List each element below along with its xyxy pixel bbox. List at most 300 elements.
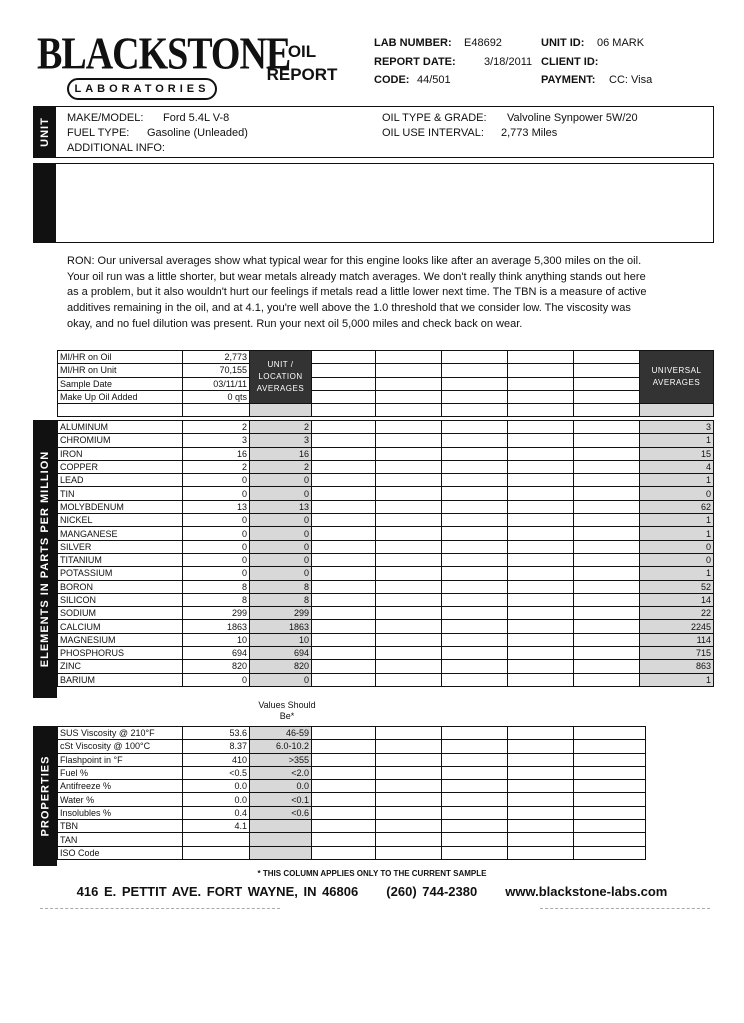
history-cell bbox=[574, 673, 640, 686]
history-cell bbox=[442, 793, 508, 806]
property-row bbox=[58, 727, 646, 740]
element-universal-average: 863 bbox=[640, 660, 714, 673]
history-cell bbox=[376, 607, 442, 620]
element-universal-average: 3 bbox=[640, 421, 714, 434]
history-cell bbox=[574, 740, 646, 753]
history-cell bbox=[312, 766, 376, 779]
spacer-cell bbox=[250, 404, 312, 417]
element-value: 299 bbox=[183, 607, 250, 620]
unit-averages-header: UNIT / LOCATION AVERAGES bbox=[250, 351, 312, 404]
report-date-value: 3/18/2011 bbox=[484, 56, 533, 68]
elements-tab bbox=[33, 420, 57, 698]
history-cell bbox=[442, 460, 508, 473]
element-value: 0 bbox=[183, 553, 250, 566]
history-cell bbox=[312, 474, 376, 487]
element-row bbox=[58, 514, 714, 527]
history-cell bbox=[508, 793, 574, 806]
element-unit-average: 16 bbox=[250, 447, 312, 460]
history-cell bbox=[312, 673, 376, 686]
history-cell bbox=[376, 647, 442, 660]
element-name: TITANIUM bbox=[58, 553, 183, 566]
history-cell bbox=[508, 553, 574, 566]
history-cell bbox=[442, 377, 508, 390]
property-should-be: 46-59 bbox=[250, 727, 312, 740]
unit-tab bbox=[34, 107, 56, 157]
history-cell bbox=[376, 434, 442, 447]
history-cell bbox=[312, 607, 376, 620]
element-unit-average: 10 bbox=[250, 633, 312, 646]
element-unit-average: 0 bbox=[250, 673, 312, 686]
sample-info-label: Sample Date bbox=[58, 377, 183, 390]
history-cell bbox=[312, 447, 376, 460]
element-name: POTASSIUM bbox=[58, 567, 183, 580]
element-unit-average: 694 bbox=[250, 647, 312, 660]
history-cell bbox=[376, 727, 442, 740]
property-should-be: <0.1 bbox=[250, 793, 312, 806]
element-unit-average: 0 bbox=[250, 540, 312, 553]
history-cell bbox=[508, 673, 574, 686]
elements-table bbox=[57, 420, 714, 687]
properties-tab bbox=[33, 726, 57, 866]
element-unit-average: 0 bbox=[250, 567, 312, 580]
element-value: 694 bbox=[183, 647, 250, 660]
history-cell bbox=[312, 647, 376, 660]
history-cell bbox=[376, 460, 442, 473]
history-cell bbox=[508, 514, 574, 527]
sample-info-value: 0 qts bbox=[183, 390, 250, 403]
history-cell bbox=[312, 633, 376, 646]
element-name: LEAD bbox=[58, 474, 183, 487]
element-unit-average: 0 bbox=[250, 553, 312, 566]
history-cell bbox=[508, 460, 574, 473]
history-cell bbox=[574, 593, 640, 606]
lab-number-value: E48692 bbox=[464, 37, 502, 49]
element-value: 8 bbox=[183, 593, 250, 606]
history-cell bbox=[574, 364, 640, 377]
element-value: 0 bbox=[183, 514, 250, 527]
history-cell bbox=[376, 527, 442, 540]
element-universal-average: 4 bbox=[640, 460, 714, 473]
property-value bbox=[183, 846, 250, 859]
element-universal-average: 2245 bbox=[640, 620, 714, 633]
history-cell bbox=[312, 833, 376, 846]
element-row bbox=[58, 673, 714, 686]
history-cell bbox=[574, 727, 646, 740]
element-universal-average: 1 bbox=[640, 474, 714, 487]
history-cell bbox=[574, 351, 640, 364]
element-value: 1863 bbox=[183, 620, 250, 633]
fuel-type-value: Gasoline (Unleaded) bbox=[147, 127, 248, 139]
element-name: NICKEL bbox=[58, 514, 183, 527]
history-cell bbox=[574, 820, 646, 833]
property-name: Antifreeze % bbox=[58, 780, 183, 793]
history-cell bbox=[312, 620, 376, 633]
history-cell bbox=[574, 377, 640, 390]
property-row bbox=[58, 820, 646, 833]
property-value: <0.5 bbox=[183, 766, 250, 779]
history-cell bbox=[508, 740, 574, 753]
history-cell bbox=[574, 780, 646, 793]
history-cell bbox=[442, 474, 508, 487]
fuel-type-label: FUEL TYPE: bbox=[67, 127, 130, 139]
code-value: 44/501 bbox=[417, 74, 451, 86]
footnote: * THIS COLUMN APPLIES ONLY TO THE CURRENT SAMPLE bbox=[257, 869, 487, 878]
history-cell bbox=[376, 593, 442, 606]
unit-info-box bbox=[33, 106, 714, 158]
element-value: 2 bbox=[183, 460, 250, 473]
history-cell bbox=[442, 500, 508, 513]
history-cell bbox=[442, 421, 508, 434]
history-cell bbox=[508, 474, 574, 487]
blackstone-logo bbox=[37, 28, 291, 100]
element-name: MAGNESIUM bbox=[58, 633, 183, 646]
history-cell bbox=[312, 390, 376, 403]
history-cell bbox=[376, 487, 442, 500]
history-cell bbox=[508, 377, 574, 390]
history-cell bbox=[376, 806, 442, 819]
history-cell bbox=[376, 514, 442, 527]
element-unit-average: 8 bbox=[250, 580, 312, 593]
history-cell bbox=[442, 806, 508, 819]
history-cell bbox=[312, 660, 376, 673]
footer-rule-right bbox=[540, 908, 710, 909]
property-should-be: 0.0 bbox=[250, 780, 312, 793]
history-cell bbox=[508, 351, 574, 364]
element-name: MOLYBDENUM bbox=[58, 500, 183, 513]
sample-info-value: 2,773 bbox=[183, 351, 250, 364]
history-cell bbox=[442, 633, 508, 646]
history-cell bbox=[574, 647, 640, 660]
element-row bbox=[58, 620, 714, 633]
history-cell bbox=[574, 390, 640, 403]
spacer-cell bbox=[376, 404, 442, 417]
element-value: 0 bbox=[183, 527, 250, 540]
element-name: BORON bbox=[58, 580, 183, 593]
payment-label: PAYMENT: bbox=[541, 74, 596, 86]
oil-use-label: OIL USE INTERVAL: bbox=[382, 127, 484, 139]
sample-info-label: MI/HR on Oil bbox=[58, 351, 183, 364]
history-cell bbox=[508, 593, 574, 606]
history-cell bbox=[442, 514, 508, 527]
history-cell bbox=[442, 447, 508, 460]
lab-number-row bbox=[374, 37, 502, 49]
oil-type-value: Valvoline Synpower 5W/20 bbox=[507, 112, 638, 124]
history-cell bbox=[376, 377, 442, 390]
footer-address: 416 E. PETTIT AVE. FORT WAYNE, IN 46806 bbox=[76, 884, 359, 899]
title-line2: REPORT bbox=[266, 65, 338, 84]
history-cell bbox=[574, 633, 640, 646]
element-universal-average: 114 bbox=[640, 633, 714, 646]
element-unit-average: 0 bbox=[250, 474, 312, 487]
history-cell bbox=[312, 514, 376, 527]
element-value: 0 bbox=[183, 673, 250, 686]
history-cell bbox=[376, 580, 442, 593]
history-cell bbox=[508, 820, 574, 833]
spacer-cell bbox=[312, 404, 376, 417]
property-should-be: >355 bbox=[250, 753, 312, 766]
history-cell bbox=[508, 753, 574, 766]
history-cell bbox=[376, 474, 442, 487]
property-should-be bbox=[250, 833, 312, 846]
element-universal-average: 1 bbox=[640, 673, 714, 686]
element-universal-average: 0 bbox=[640, 487, 714, 500]
history-cell bbox=[574, 474, 640, 487]
history-cell bbox=[442, 740, 508, 753]
element-name: SILICON bbox=[58, 593, 183, 606]
history-cell bbox=[312, 593, 376, 606]
history-cell bbox=[312, 540, 376, 553]
history-cell bbox=[312, 460, 376, 473]
history-cell bbox=[376, 390, 442, 403]
make-model-label: MAKE/MODEL: bbox=[67, 112, 144, 124]
history-cell bbox=[508, 607, 574, 620]
history-cell bbox=[508, 567, 574, 580]
property-value: 53.6 bbox=[183, 727, 250, 740]
history-cell bbox=[312, 780, 376, 793]
history-cell bbox=[312, 434, 376, 447]
oil-type-label: OIL TYPE & GRADE: bbox=[382, 112, 487, 124]
history-cell bbox=[442, 540, 508, 553]
history-cell bbox=[376, 846, 442, 859]
element-universal-average: 52 bbox=[640, 580, 714, 593]
element-row bbox=[58, 567, 714, 580]
history-cell bbox=[574, 833, 646, 846]
history-cell bbox=[312, 487, 376, 500]
element-universal-average: 0 bbox=[640, 553, 714, 566]
history-cell bbox=[508, 660, 574, 673]
history-cell bbox=[442, 487, 508, 500]
history-cell bbox=[312, 364, 376, 377]
logo-wordmark: BLACKSTONE bbox=[37, 28, 291, 80]
history-cell bbox=[442, 593, 508, 606]
property-row bbox=[58, 766, 646, 779]
history-cell bbox=[312, 553, 376, 566]
element-name: SILVER bbox=[58, 540, 183, 553]
history-cell bbox=[442, 351, 508, 364]
properties-tab-label: PROPERTIES bbox=[39, 755, 51, 837]
footer-rule-left bbox=[40, 908, 280, 909]
sample-info-row bbox=[58, 377, 714, 390]
sample-info-value: 70,155 bbox=[183, 364, 250, 377]
history-cell bbox=[508, 833, 574, 846]
history-cell bbox=[312, 727, 376, 740]
element-name: CHROMIUM bbox=[58, 434, 183, 447]
history-cell bbox=[376, 633, 442, 646]
history-cell bbox=[508, 500, 574, 513]
element-name: COPPER bbox=[58, 460, 183, 473]
history-cell bbox=[442, 553, 508, 566]
history-cell bbox=[376, 833, 442, 846]
element-unit-average: 2 bbox=[250, 421, 312, 434]
history-cell bbox=[442, 647, 508, 660]
history-cell bbox=[376, 793, 442, 806]
history-cell bbox=[574, 487, 640, 500]
history-cell bbox=[508, 647, 574, 660]
history-cell bbox=[508, 780, 574, 793]
unit-id-value: 06 MARK bbox=[597, 37, 645, 49]
history-cell bbox=[574, 421, 640, 434]
history-cell bbox=[442, 620, 508, 633]
history-cell bbox=[574, 460, 640, 473]
history-cell bbox=[442, 846, 508, 859]
property-row bbox=[58, 753, 646, 766]
history-cell bbox=[442, 580, 508, 593]
property-value: 8.37 bbox=[183, 740, 250, 753]
sample-info-label: Make Up Oil Added bbox=[58, 390, 183, 403]
footer-phone: (260) 744-2380 bbox=[386, 884, 478, 899]
history-cell bbox=[574, 620, 640, 633]
property-name: Fuel % bbox=[58, 766, 183, 779]
history-cell bbox=[312, 421, 376, 434]
history-cell bbox=[574, 553, 640, 566]
element-unit-average: 2 bbox=[250, 460, 312, 473]
comments-header-box bbox=[33, 163, 714, 243]
property-row bbox=[58, 740, 646, 753]
property-row bbox=[58, 846, 646, 859]
property-should-be: 6.0-10.2 bbox=[250, 740, 312, 753]
element-name: MANGANESE bbox=[58, 527, 183, 540]
element-name: IRON bbox=[58, 447, 183, 460]
element-value: 16 bbox=[183, 447, 250, 460]
element-name: ALUMINUM bbox=[58, 421, 183, 434]
unit-id-row bbox=[541, 37, 645, 49]
history-cell bbox=[508, 447, 574, 460]
element-row bbox=[58, 580, 714, 593]
spacer-cell bbox=[183, 404, 250, 417]
report-title bbox=[262, 40, 342, 86]
unit-tab-label: UNIT bbox=[39, 117, 52, 147]
element-row bbox=[58, 527, 714, 540]
history-cell bbox=[574, 607, 640, 620]
property-row bbox=[58, 833, 646, 846]
history-cell bbox=[442, 364, 508, 377]
footer bbox=[0, 884, 744, 899]
spacer-cell bbox=[442, 404, 508, 417]
history-cell bbox=[312, 500, 376, 513]
history-cell bbox=[442, 766, 508, 779]
element-universal-average: 1 bbox=[640, 434, 714, 447]
history-cell bbox=[574, 447, 640, 460]
history-cell bbox=[574, 527, 640, 540]
history-cell bbox=[376, 673, 442, 686]
history-cell bbox=[574, 793, 646, 806]
history-cell bbox=[442, 727, 508, 740]
element-universal-average: 715 bbox=[640, 647, 714, 660]
history-cell bbox=[376, 740, 442, 753]
code-label: CODE: bbox=[374, 74, 410, 86]
sample-info-table bbox=[57, 350, 714, 417]
history-cell bbox=[312, 351, 376, 364]
element-row bbox=[58, 633, 714, 646]
property-name: Water % bbox=[58, 793, 183, 806]
history-cell bbox=[442, 434, 508, 447]
element-row bbox=[58, 434, 714, 447]
element-unit-average: 3 bbox=[250, 434, 312, 447]
client-id-label: CLIENT ID: bbox=[541, 56, 599, 68]
element-value: 0 bbox=[183, 487, 250, 500]
property-name: Insolubles % bbox=[58, 806, 183, 819]
history-cell bbox=[442, 527, 508, 540]
element-universal-average: 22 bbox=[640, 607, 714, 620]
property-value: 0.0 bbox=[183, 793, 250, 806]
element-unit-average: 299 bbox=[250, 607, 312, 620]
oil-use-value: 2,773 Miles bbox=[501, 127, 558, 139]
history-cell bbox=[442, 567, 508, 580]
history-cell bbox=[376, 364, 442, 377]
history-cell bbox=[312, 793, 376, 806]
history-cell bbox=[312, 527, 376, 540]
property-should-be bbox=[250, 820, 312, 833]
history-cell bbox=[376, 567, 442, 580]
property-row bbox=[58, 780, 646, 793]
history-cell bbox=[508, 580, 574, 593]
spacer-cell bbox=[640, 404, 714, 417]
element-universal-average: 62 bbox=[640, 500, 714, 513]
element-row bbox=[58, 593, 714, 606]
history-cell bbox=[376, 500, 442, 513]
history-cell bbox=[508, 421, 574, 434]
history-cell bbox=[376, 780, 442, 793]
element-unit-average: 0 bbox=[250, 514, 312, 527]
history-cell bbox=[442, 390, 508, 403]
element-value: 0 bbox=[183, 540, 250, 553]
history-cell bbox=[376, 351, 442, 364]
history-cell bbox=[376, 620, 442, 633]
element-universal-average: 1 bbox=[640, 567, 714, 580]
element-universal-average: 0 bbox=[640, 540, 714, 553]
element-value: 2 bbox=[183, 421, 250, 434]
element-name: CALCIUM bbox=[58, 620, 183, 633]
history-cell bbox=[442, 780, 508, 793]
history-cell bbox=[442, 660, 508, 673]
property-value: 4.1 bbox=[183, 820, 250, 833]
element-unit-average: 0 bbox=[250, 487, 312, 500]
element-row bbox=[58, 460, 714, 473]
payment-value: CC: Visa bbox=[609, 74, 653, 86]
history-cell bbox=[574, 766, 646, 779]
history-cell bbox=[508, 364, 574, 377]
element-name: BARIUM bbox=[58, 673, 183, 686]
element-value: 0 bbox=[183, 474, 250, 487]
element-row bbox=[58, 447, 714, 460]
element-row bbox=[58, 607, 714, 620]
sample-info-value: 03/11/11 bbox=[183, 377, 250, 390]
universal-averages-header: UNIVERSAL AVERAGES bbox=[640, 351, 714, 404]
history-cell bbox=[312, 567, 376, 580]
element-universal-average: 15 bbox=[640, 447, 714, 460]
history-cell bbox=[312, 753, 376, 766]
unit-id-label: UNIT ID: bbox=[541, 37, 585, 49]
elements-tab-label: ELEMENTS IN PARTS PER MILLION bbox=[39, 450, 52, 668]
property-row bbox=[58, 806, 646, 819]
history-cell bbox=[312, 377, 376, 390]
element-name: PHOSPHORUS bbox=[58, 647, 183, 660]
property-should-be bbox=[250, 846, 312, 859]
element-unit-average: 0 bbox=[250, 527, 312, 540]
lab-number-label: LAB NUMBER: bbox=[374, 37, 452, 49]
properties-table bbox=[57, 726, 646, 860]
footer-website[interactable]: www.blackstone-labs.com bbox=[505, 884, 668, 899]
spacer-cell bbox=[574, 404, 640, 417]
property-name: TBN bbox=[58, 820, 183, 833]
element-row bbox=[58, 421, 714, 434]
history-cell bbox=[508, 846, 574, 859]
element-value: 8 bbox=[183, 580, 250, 593]
title-line1: OIL bbox=[287, 42, 317, 61]
property-should-be: <0.6 bbox=[250, 806, 312, 819]
history-cell bbox=[508, 487, 574, 500]
element-row bbox=[58, 553, 714, 566]
